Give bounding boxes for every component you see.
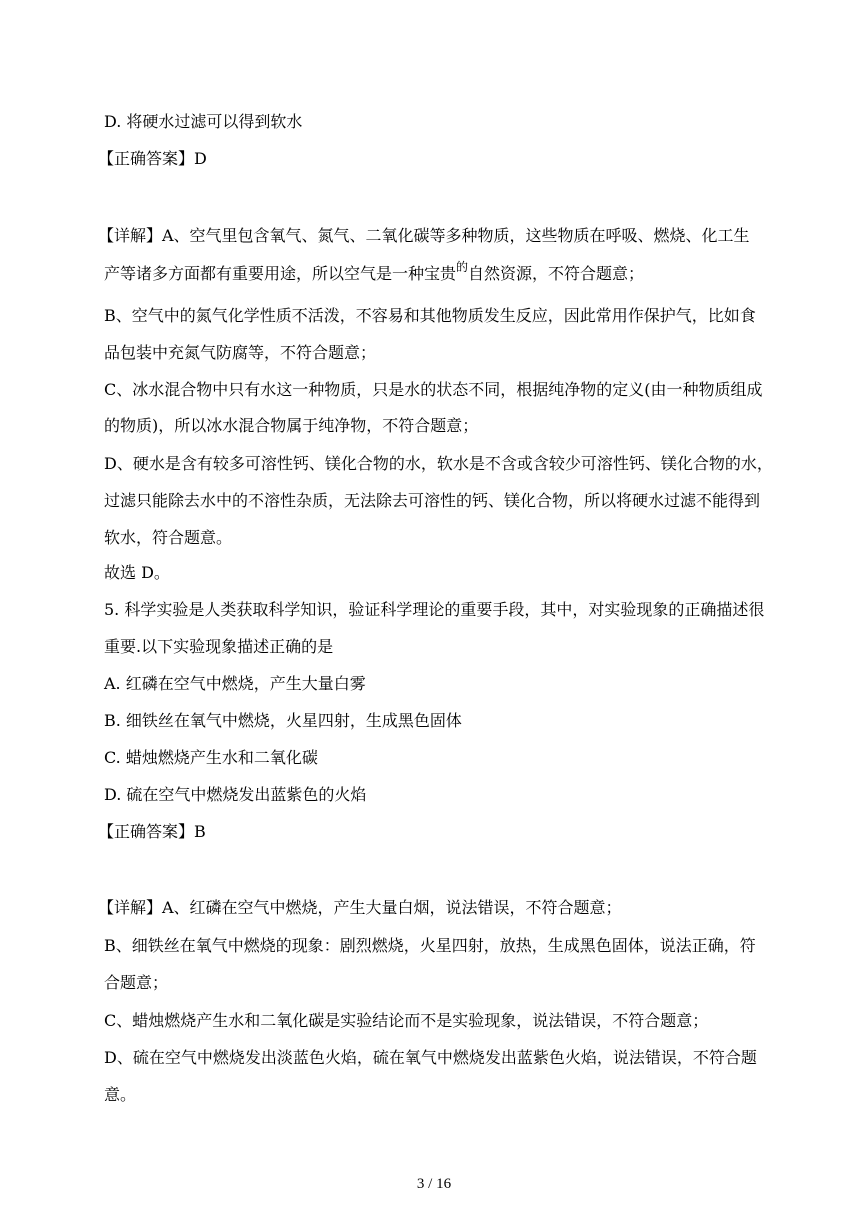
q4-explain-b-line1: B、空气中的氮气化学性质不活泼，不容易和其他物质发生反应，因此常用作保护气，比如食	[104, 306, 756, 325]
q4-explain-b-line2: 品包装中充氮气防腐等，不符合题意；	[104, 343, 377, 362]
q5-option-c: C. 蜡烛燃烧产生水和二氧化碳	[104, 748, 318, 767]
q4-explain-c-line1: C、冰水混合物中只有水这一种物质，只是水的状态不同，根据纯净物的定义(由一种物质组成	[104, 380, 763, 399]
q5-option-b: B. 细铁丝在氧气中燃烧，火星四射，生成黑色固体	[104, 711, 462, 730]
q5-explain-b-line2: 合题意；	[104, 973, 169, 992]
q4-option-d: D. 将硬水过滤可以得到软水	[104, 112, 303, 131]
q4-explain-a-line2-post: 自然资源，不符合题意；	[468, 264, 645, 283]
page-number: 3 / 16	[416, 1176, 452, 1192]
q4-explain-d-line2: 过滤只能除去水中的不溶性杂质，无法除去可溶性的钙、镁化合物，所以将硬水过滤不能得到	[104, 491, 761, 510]
q4-explain-d-line1: D、硬水是含有较多可溶性钙、镁化合物的水，软水是不含或含较少可溶性钙、镁化合物的水，	[104, 454, 773, 473]
q5-explain-a: 【详解】A、红磷在空气中燃烧，产生大量白烟，说法错误，不符合题意；	[98, 898, 622, 917]
q5-explain-c: C、蜡烛燃烧产生水和二氧化碳是实验结论而不是实验现象，说法错误，不符合题意；	[104, 1011, 709, 1030]
q5-option-a: A. 红磷在空气中燃烧，产生大量白雾	[104, 674, 366, 693]
q5-explain-b-line1: B、细铁丝在氧气中燃烧的现象：剧烈燃烧，火星四射，放热，生成黑色固体，说法正确，符	[104, 936, 756, 955]
q5-answer: 【正确答案】B	[98, 822, 206, 841]
q5-stem-line2: 重要.以下实验现象描述正确的是	[104, 637, 334, 656]
q4-answer: 【正确答案】D	[98, 149, 207, 168]
q4-explain-a-line2	[104, 260, 784, 286]
q4-conclusion: 故选 D。	[104, 563, 170, 582]
q4-explain-d-line3: 软水，符合题意。	[104, 528, 233, 547]
q5-stem-line1: 5. 科学实验是人类获取科学知识，验证科学理论的重要手段，其中，对实验现象的正确描述很	[104, 600, 765, 619]
q4-explain-a-line1: 【详解】A、空气里包含氧气、氮气、二氧化碳等多种物质，这些物质在呼吸、燃烧、化工生	[98, 226, 750, 245]
q4-explain-c-line2: 的物质)，所以冰水混合物属于纯净物，不符合题意；	[104, 416, 479, 435]
q5-option-d: D. 硫在空气中燃烧发出蓝紫色的火焰	[104, 785, 367, 804]
q5-explain-d-line1: D、硫在空气中燃烧发出淡蓝色火焰，硫在氧气中燃烧发出蓝紫色火焰，说法错误，不符合题	[104, 1048, 757, 1067]
q4-explain-a-line2-sup: 的	[456, 260, 469, 274]
q5-explain-d-line2: 意。	[104, 1085, 137, 1104]
q4-explain-a-line2-pre: 产等诸多方面都有重要用途，所以空气是一种宝贵	[104, 264, 457, 283]
